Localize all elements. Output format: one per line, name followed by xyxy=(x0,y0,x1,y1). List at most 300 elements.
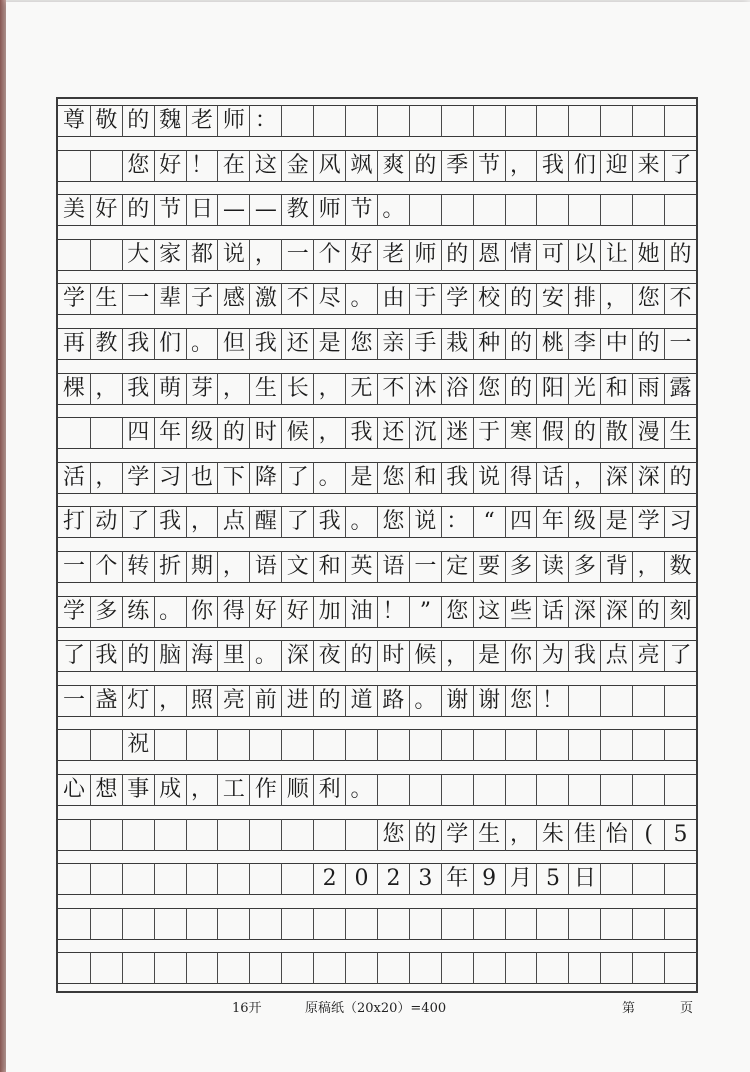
grid-cell: 我 xyxy=(568,640,600,672)
grid-cell: 道 xyxy=(345,685,377,717)
grid-cell: 师 xyxy=(217,105,249,137)
grid-cell xyxy=(505,729,537,761)
grid-cell: ( xyxy=(632,819,664,851)
grid-row xyxy=(58,194,696,226)
grid-cell: 刻 xyxy=(664,596,696,628)
grid-cell: 。 xyxy=(377,194,409,226)
grid-cell: 下 xyxy=(217,462,249,494)
grid-cell: 多 xyxy=(90,596,122,628)
grid-cell xyxy=(632,685,664,717)
grid-cell: 生 xyxy=(249,373,281,405)
grid-cell xyxy=(249,863,281,895)
grid-cell: 点 xyxy=(600,640,632,672)
grid-cell xyxy=(122,908,154,940)
grid-cell: 数 xyxy=(664,551,696,583)
grid-cell: 魏 xyxy=(154,105,186,137)
grid-cell xyxy=(281,819,313,851)
grid-cell xyxy=(441,105,473,137)
grid-cell: 您 xyxy=(377,819,409,851)
grid-cell: ！ xyxy=(536,685,568,717)
grid-cell: 事 xyxy=(122,774,154,806)
grid-cell: ” xyxy=(409,596,441,628)
grid-cell xyxy=(154,819,186,851)
grid-cell xyxy=(473,952,505,984)
grid-cell xyxy=(377,105,409,137)
grid-cell: 不 xyxy=(664,283,696,315)
grid-cell: 醒 xyxy=(249,506,281,538)
grid-cell xyxy=(505,908,537,940)
grid-cell: 无 xyxy=(345,373,377,405)
grid-cell: 亮 xyxy=(632,640,664,672)
grid-cell xyxy=(217,729,249,761)
grid-cell: 亮 xyxy=(217,685,249,717)
grid-cell: 活 xyxy=(58,462,90,494)
grid-cell: 栽 xyxy=(441,328,473,360)
grid-cell: 都 xyxy=(186,239,218,271)
grid-cell: 辈 xyxy=(154,283,186,315)
grid-cell xyxy=(90,417,122,449)
grid-cell xyxy=(90,908,122,940)
grid-cell: 英 xyxy=(345,551,377,583)
grid-cell xyxy=(377,774,409,806)
paper-size-label: 16开 xyxy=(232,1001,262,1016)
grid-cell: 这 xyxy=(249,150,281,182)
grid-row xyxy=(58,863,696,895)
grid-cell xyxy=(441,774,473,806)
grid-cell xyxy=(441,729,473,761)
grid-cell: 季 xyxy=(441,150,473,182)
grid-cell: 脑 xyxy=(154,640,186,672)
grid-cell xyxy=(186,863,218,895)
grid-cell: 佳 xyxy=(568,819,600,851)
grid-cell: 师 xyxy=(409,239,441,271)
grid-cell xyxy=(505,194,537,226)
grid-cell: ， xyxy=(505,150,537,182)
grid-cell xyxy=(664,952,696,984)
grid-cell: 的 xyxy=(505,283,537,315)
grid-cell xyxy=(632,952,664,984)
grid-cell: 读 xyxy=(536,551,568,583)
grid-cell: 5 xyxy=(536,863,568,895)
grid-cell: 沉 xyxy=(409,417,441,449)
grid-cell xyxy=(536,774,568,806)
grid-cell: 不 xyxy=(281,283,313,315)
grid-cell: 了 xyxy=(58,640,90,672)
grid-cell xyxy=(568,908,600,940)
grid-cell xyxy=(122,819,154,851)
grid-cell xyxy=(90,863,122,895)
grid-cell: 和 xyxy=(409,462,441,494)
grid-cell: 进 xyxy=(281,685,313,717)
grid-row xyxy=(58,105,696,137)
grid-cell: 情 xyxy=(505,239,537,271)
grid-cell: 。 xyxy=(345,283,377,315)
grid-cell: 生 xyxy=(473,819,505,851)
grid-cell xyxy=(313,952,345,984)
grid-cell: 谢 xyxy=(441,685,473,717)
grid-cell: 好 xyxy=(345,239,377,271)
grid-cell: 折 xyxy=(154,551,186,583)
grid-cell: 也 xyxy=(186,462,218,494)
grid-cell: 语 xyxy=(249,551,281,583)
grid-cell xyxy=(345,952,377,984)
grid-cell: 们 xyxy=(568,150,600,182)
grid-cell: 的 xyxy=(441,239,473,271)
grid-cell: 朱 xyxy=(536,819,568,851)
grid-cell xyxy=(154,952,186,984)
grid-row xyxy=(58,729,696,761)
grid-cell: 光 xyxy=(568,373,600,405)
grid-cell: 个 xyxy=(90,551,122,583)
grid-cell: ！ xyxy=(377,596,409,628)
grid-cell: 深 xyxy=(600,596,632,628)
grid-cell: 心 xyxy=(58,774,90,806)
grid-cell: 学 xyxy=(58,283,90,315)
grid-cell xyxy=(122,952,154,984)
grid-cell: 以 xyxy=(568,239,600,271)
grid-cell: 的 xyxy=(313,685,345,717)
grid-cell: 我 xyxy=(122,328,154,360)
grid-cell: 成 xyxy=(154,774,186,806)
grid-cell xyxy=(154,729,186,761)
grid-cell: 想 xyxy=(90,774,122,806)
grid-cell: 。 xyxy=(154,596,186,628)
grid-cell xyxy=(600,863,632,895)
grid-cell xyxy=(281,863,313,895)
grid-cell: 深 xyxy=(632,462,664,494)
grid-cell: 了 xyxy=(664,150,696,182)
grid-cell: 由 xyxy=(377,283,409,315)
grid-cell xyxy=(90,819,122,851)
grid-cell: 长 xyxy=(281,373,313,405)
grid-cell: 的 xyxy=(345,640,377,672)
grid-cell: 教 xyxy=(90,328,122,360)
grid-cell: ， xyxy=(505,819,537,851)
grid-cell: 是 xyxy=(313,328,345,360)
grid-cell: 手 xyxy=(409,328,441,360)
grid-cell xyxy=(249,819,281,851)
grid-cell xyxy=(505,774,537,806)
grid-cell: ， xyxy=(186,774,218,806)
grid-cell xyxy=(473,105,505,137)
grid-cell xyxy=(409,908,441,940)
grid-cell: 月 xyxy=(505,863,537,895)
grid-row xyxy=(58,685,696,717)
grid-cell xyxy=(568,774,600,806)
grid-cell: 背 xyxy=(600,551,632,583)
grid-cell xyxy=(186,908,218,940)
grid-cell: — xyxy=(217,194,249,226)
grid-cell: ， xyxy=(249,239,281,271)
grid-cell: 打 xyxy=(58,506,90,538)
grid-cell: 您 xyxy=(505,685,537,717)
grid-cell xyxy=(58,863,90,895)
grid-cell: 您 xyxy=(473,373,505,405)
grid-row xyxy=(58,462,696,494)
grid-cell: 漫 xyxy=(632,417,664,449)
grid-cell xyxy=(536,952,568,984)
grid-cell: 的 xyxy=(664,239,696,271)
grid-cell xyxy=(568,952,600,984)
grid-cell: 一 xyxy=(664,328,696,360)
grid-cell: — xyxy=(249,194,281,226)
grid-cell xyxy=(313,908,345,940)
grid-row xyxy=(58,596,696,628)
grid-row xyxy=(58,908,696,940)
grid-cell: 飒 xyxy=(345,150,377,182)
grid-cell: 级 xyxy=(568,506,600,538)
grid-cell: 大 xyxy=(122,239,154,271)
grid-cell xyxy=(249,952,281,984)
grid-cell: 的 xyxy=(122,640,154,672)
grid-cell: ， xyxy=(313,373,345,405)
grid-cell: 四 xyxy=(505,506,537,538)
grid-row xyxy=(58,283,696,315)
grid-cell: 你 xyxy=(505,640,537,672)
grid-row xyxy=(58,150,696,182)
grid-cell: 您 xyxy=(377,506,409,538)
grid-cell: 了 xyxy=(281,462,313,494)
grid-cell: 校 xyxy=(473,283,505,315)
grid-cell xyxy=(664,774,696,806)
grid-cell: 安 xyxy=(536,283,568,315)
grid-cell: 降 xyxy=(249,462,281,494)
grid-cell xyxy=(409,194,441,226)
grid-cell: 我 xyxy=(90,640,122,672)
grid-cell: 排 xyxy=(568,283,600,315)
grid-cell xyxy=(90,952,122,984)
grid-cell: 于 xyxy=(409,283,441,315)
grid-cell: 说 xyxy=(217,239,249,271)
grid-cell xyxy=(536,105,568,137)
grid-cell: 一 xyxy=(281,239,313,271)
grid-cell xyxy=(281,105,313,137)
grid-cell: 是 xyxy=(600,506,632,538)
grid-cell xyxy=(409,952,441,984)
grid-cell xyxy=(441,194,473,226)
grid-cell: 顺 xyxy=(281,774,313,806)
grid-cell xyxy=(632,729,664,761)
grid-cell: 要 xyxy=(473,551,505,583)
grid-cell: 候 xyxy=(281,417,313,449)
grid-cell: 夜 xyxy=(313,640,345,672)
grid-cell: 于 xyxy=(473,417,505,449)
grid-cell: 让 xyxy=(600,239,632,271)
grid-cell: 2 xyxy=(377,863,409,895)
grid-cell xyxy=(632,863,664,895)
grid-cell: 一 xyxy=(58,551,90,583)
grid-cell xyxy=(505,105,537,137)
grid-cell xyxy=(345,729,377,761)
grid-cell: 您 xyxy=(441,596,473,628)
grid-cell xyxy=(249,908,281,940)
grid-cell: 文 xyxy=(281,551,313,583)
grid-cell: 油 xyxy=(345,596,377,628)
grid-cell xyxy=(58,952,90,984)
grid-cell: 得 xyxy=(217,596,249,628)
grid-cell xyxy=(409,105,441,137)
grid-cell: 爽 xyxy=(377,150,409,182)
grid-cell xyxy=(58,150,90,182)
grid-cell: 你 xyxy=(186,596,218,628)
grid-cell: 候 xyxy=(409,640,441,672)
grid-cell xyxy=(600,729,632,761)
grid-cell: 。 xyxy=(249,640,281,672)
grid-cell xyxy=(377,729,409,761)
grid-cell xyxy=(600,194,632,226)
grid-cell: 生 xyxy=(664,417,696,449)
grid-cell: 海 xyxy=(186,640,218,672)
grid-cell: 定 xyxy=(441,551,473,583)
grid-cell xyxy=(536,908,568,940)
grid-cell: 的 xyxy=(505,373,537,405)
grid-cell: 这 xyxy=(473,596,505,628)
grid-cell: 但 xyxy=(217,328,249,360)
grid-cell: 好 xyxy=(249,596,281,628)
grid-cell: 雨 xyxy=(632,373,664,405)
grid-cell: ， xyxy=(217,551,249,583)
grid-cell: 感 xyxy=(217,283,249,315)
grid-cell: 年 xyxy=(441,863,473,895)
grid-cell: 多 xyxy=(568,551,600,583)
grid-cell: 恩 xyxy=(473,239,505,271)
grid-cell: 节 xyxy=(154,194,186,226)
grid-cell: 祝 xyxy=(122,729,154,761)
grid-cell: 。 xyxy=(345,774,377,806)
grid-cell: 阳 xyxy=(536,373,568,405)
grid-cell: ， xyxy=(186,506,218,538)
grid-cell: 利 xyxy=(313,774,345,806)
grid-cell: 了 xyxy=(122,506,154,538)
grid-cell xyxy=(90,239,122,271)
grid-cell: 深 xyxy=(600,462,632,494)
grid-cell: 0 xyxy=(345,863,377,895)
grid-cell xyxy=(600,952,632,984)
grid-cell xyxy=(122,863,154,895)
grid-cell: 浴 xyxy=(441,373,473,405)
grid-cell: 子 xyxy=(186,283,218,315)
grid-cell xyxy=(664,729,696,761)
grid-cell xyxy=(249,729,281,761)
grid-cell: 美 xyxy=(58,194,90,226)
grid-cell: 我 xyxy=(122,373,154,405)
grid-cell: 得 xyxy=(505,462,537,494)
grid-cell xyxy=(377,908,409,940)
grid-cell: 学 xyxy=(122,462,154,494)
grid-cell: 的 xyxy=(568,417,600,449)
grid-cell: 您 xyxy=(122,150,154,182)
grid-cell: 激 xyxy=(249,283,281,315)
grid-cell: 好 xyxy=(154,150,186,182)
grid-cell: 。 xyxy=(313,462,345,494)
grid-cell xyxy=(473,729,505,761)
grid-cell: 种 xyxy=(473,328,505,360)
grid-cell: 级 xyxy=(186,417,218,449)
grid-cell: ！ xyxy=(186,150,218,182)
grid-cell: 的 xyxy=(632,596,664,628)
grid-cell xyxy=(632,194,664,226)
grid-cell: 话 xyxy=(536,462,568,494)
grid-cell xyxy=(600,685,632,717)
grid-cell: 我 xyxy=(345,417,377,449)
grid-cell xyxy=(58,729,90,761)
grid-cell: ， xyxy=(154,685,186,717)
grid-cell: 寒 xyxy=(505,417,537,449)
grid-cell: 。 xyxy=(186,328,218,360)
grid-cell xyxy=(281,729,313,761)
grid-cell: 作 xyxy=(249,774,281,806)
grid-cell xyxy=(58,239,90,271)
grid-cell: 来 xyxy=(632,150,664,182)
grid-cell xyxy=(568,685,600,717)
grid-cell: 和 xyxy=(600,373,632,405)
grid-cell: ， xyxy=(90,373,122,405)
grid-cell: 一 xyxy=(122,283,154,315)
grid-cell: 时 xyxy=(377,640,409,672)
grid-cell xyxy=(632,105,664,137)
grid-cell xyxy=(664,194,696,226)
grid-cell: 假 xyxy=(536,417,568,449)
grid-cell xyxy=(536,729,568,761)
grid-cell xyxy=(473,908,505,940)
grid-cell: 路 xyxy=(377,685,409,717)
grid-cell: 李 xyxy=(568,328,600,360)
grid-cell xyxy=(58,417,90,449)
grid-cell xyxy=(473,774,505,806)
grid-cell xyxy=(377,952,409,984)
grid-row xyxy=(58,328,696,360)
grid-cell xyxy=(664,105,696,137)
grid-cell: 们 xyxy=(154,328,186,360)
grid-cell: 期 xyxy=(186,551,218,583)
grid-cell xyxy=(568,105,600,137)
grid-cell: 的 xyxy=(505,328,537,360)
grid-cell: 金 xyxy=(281,150,313,182)
grid-cell xyxy=(632,774,664,806)
grid-cell: 语 xyxy=(377,551,409,583)
grid-row xyxy=(58,551,696,583)
grid-cell xyxy=(186,729,218,761)
page-prefix-label: 第 xyxy=(622,1001,636,1016)
grid-cell: 中 xyxy=(600,328,632,360)
grid-cell: 老 xyxy=(186,105,218,137)
grid-cell: 散 xyxy=(600,417,632,449)
grid-cell xyxy=(281,952,313,984)
grid-cell xyxy=(90,729,122,761)
grid-cell xyxy=(345,908,377,940)
grid-row xyxy=(58,506,696,538)
grid-cell: 我 xyxy=(536,150,568,182)
grid-cell: 我 xyxy=(249,328,281,360)
grid-cell: 深 xyxy=(281,640,313,672)
grid-cell: 习 xyxy=(664,506,696,538)
grid-cell: 前 xyxy=(249,685,281,717)
grid-cell: 还 xyxy=(281,328,313,360)
grid-cell: 点 xyxy=(217,506,249,538)
grid-cell: 她 xyxy=(632,239,664,271)
grid-cell: 个 xyxy=(313,239,345,271)
grid-cell xyxy=(632,908,664,940)
grid-cell: 2 xyxy=(313,863,345,895)
grid-cell: 。 xyxy=(345,506,377,538)
grid-cell: 我 xyxy=(154,506,186,538)
grid-cell: ， xyxy=(313,417,345,449)
grid-cell: 尽 xyxy=(313,283,345,315)
grid-cell xyxy=(313,819,345,851)
grid-cell: 棵 xyxy=(58,373,90,405)
grid-cell: 不 xyxy=(377,373,409,405)
grid-cell: 学 xyxy=(58,596,90,628)
